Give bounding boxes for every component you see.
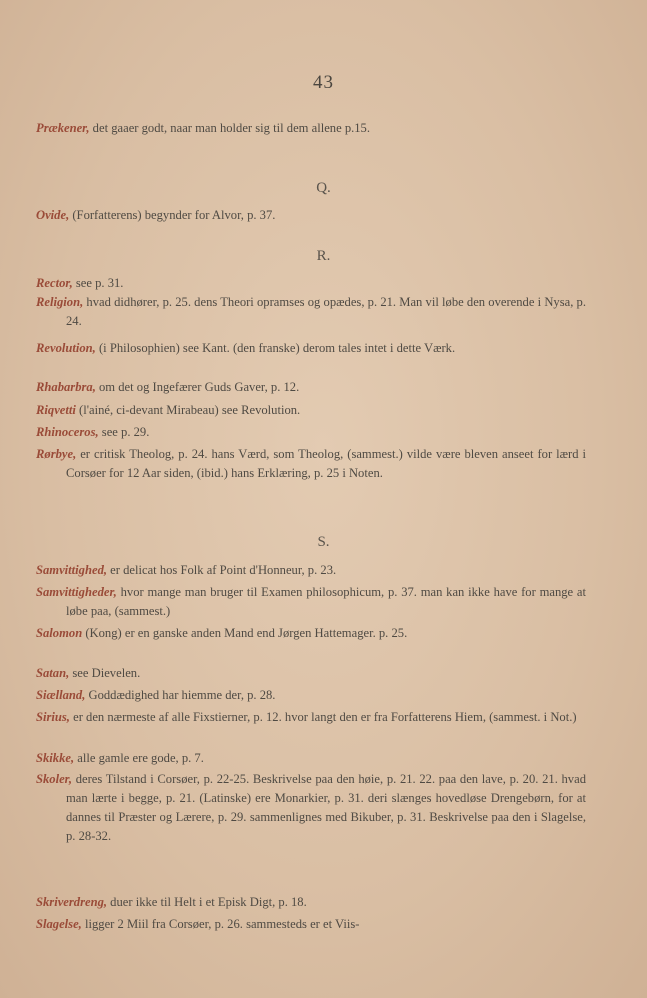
index-entry (36, 686, 586, 705)
entry-text: er critisk Theolog, p. 24. hans Værd, som Theolog, (sammest.) vilde være bleven anseet for lærd i Corsøer for 12 Aar siden, (ibid.) hans Erklæring, p. 25 i Noten. (66, 447, 586, 480)
entry-text: deres Tilstand i Corsøer, p. 22-25. Beskrivelse paa den høie, p. 21. 22. paa den lave, p. 20. 21. hvad man lærte i begge, p. 21. (Latinske) ere Monarkier, p. 31. deri slænges hovedløse Drengebørn, for at dannes til Præster og Lærere, p. 29. sammenlignes med Bikuber, p. 31. Beskrivelse paa den i Slagelse, p. 28-32. (66, 772, 586, 843)
index-entry (36, 915, 586, 934)
section-letter: S. (317, 534, 330, 550)
entry-term: Religion, (36, 295, 84, 309)
index-entry (36, 274, 586, 293)
index-entry (36, 749, 586, 768)
entry-term: Satan, (36, 666, 70, 680)
entry-text: (Forfatterens) begynder for Alvor, p. 37. (69, 208, 276, 222)
entry-text: Goddædighed har hiemme der, p. 28. (85, 688, 276, 702)
index-entry (36, 423, 586, 442)
index-entry (36, 561, 586, 580)
entry-term: Samvittighed, (36, 563, 108, 577)
entry-term: Ovide, (36, 208, 70, 222)
entry-text: er den nærmeste af alle Fixstierner, p. 12. hvor langt den er fra Forfatterens Hiem, (sammest. i Not.) (69, 710, 577, 724)
index-entry (36, 401, 586, 420)
entry-text: hvad didhører, p. 25. dens Theori opramses og opædes, p. 21. Man vil løbe den overende i Nysa, p. 24. (66, 295, 586, 328)
section-letter: Q. (316, 180, 331, 196)
entry-term: Riqvetti (36, 403, 76, 417)
entry-text: er delicat hos Folk af Point d'Honneur, p. 23. (107, 563, 337, 577)
index-entry (36, 583, 586, 621)
entry-term: Rørbye, (36, 447, 77, 461)
index-entry (36, 339, 586, 358)
entry-term: Skriverdreng, (36, 895, 108, 909)
entry-term: Rhabarbra, (36, 380, 96, 394)
entry-term: Revolution, (36, 341, 96, 355)
entry-text: (l'ainé, ci-devant Mirabeau) see Revolution. (75, 403, 301, 417)
entry-term: Skoler, (36, 772, 73, 786)
entry-term: Rector, (36, 276, 73, 290)
entry-text: (i Philosophien) see Kant. (den franske) derom tales intet i dette Værk. (95, 341, 456, 355)
entry-text: om det og Ingefærer Guds Gaver, p. 12. (95, 380, 300, 394)
entry-text: see p. 29. (98, 425, 150, 439)
index-entry (36, 893, 586, 912)
entry-text: det gaaer godt, naar man holder sig til dem allene p.15. (89, 121, 371, 135)
index-entry (36, 293, 586, 331)
entry-term: Sirius, (36, 710, 70, 724)
index-entry (36, 624, 586, 643)
entry-term: Prækener, (36, 121, 90, 135)
entry-text: hvor mange man bruger til Examen philosophicum, p. 37. man kan ikke have for mange at løbe paa, (sammest.) (66, 585, 586, 618)
index-entry (36, 770, 586, 846)
entry-text: (Kong) er en ganske anden Mand end Jørgen Hattemager. p. 25. (82, 626, 408, 640)
index-entry (36, 206, 586, 225)
entry-term: Skikke, (36, 751, 75, 765)
entry-text: alle gamle ere gode, p. 7. (74, 751, 204, 765)
entry-term: Siælland, (36, 688, 86, 702)
index-entry (36, 708, 586, 727)
index-entry (36, 119, 586, 138)
index-entry (36, 378, 586, 397)
entry-term: Slagelse, (36, 917, 82, 931)
section-letter: R. (316, 248, 331, 264)
entry-term: Samvittigheder, (36, 585, 117, 599)
entry-text: ligger 2 Miil fra Corsøer, p. 26. sammesteds er et Viis- (81, 917, 360, 931)
entry-text: see Dievelen. (69, 666, 141, 680)
entry-text: duer ikke til Helt i et Episk Digt, p. 18. (107, 895, 307, 909)
page-number: 43 (313, 72, 334, 93)
index-entry (36, 664, 586, 683)
entry-text: see p. 31. (72, 276, 124, 290)
index-entry (36, 445, 586, 483)
entry-term: Salomon (36, 626, 83, 640)
entry-term: Rhinoceros, (36, 425, 99, 439)
